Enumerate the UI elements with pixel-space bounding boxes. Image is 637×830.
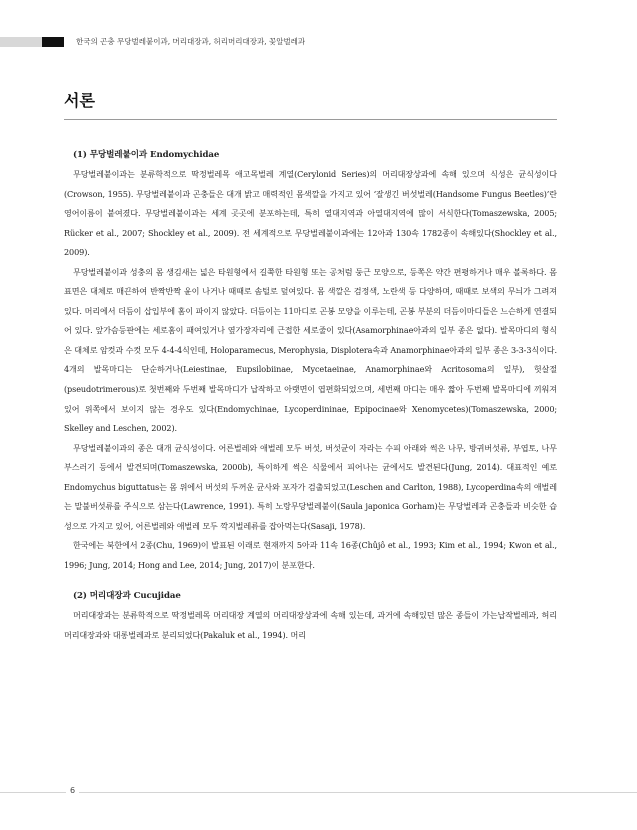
paragraph: 무당벌레붙이과 성충의 몸 생김새는 넓은 타원형에서 길쭉한 타원형 또는 공처럼 둥근 모양으로, 등쪽은 약간 편평하거나 매우 볼록하다. 몸 표면은 대체로 매끈하여 반짝반짝 윤이 나거나 때때로 솜털로 덮여있다. 몸 색깔은 검정색, 노란색 등 다양하며, 때때로 보색의 무늬가 그려져 있다. 머리에서 더듬이 삽입부에 홈이 파이지 않았다. 더듬이는 11마디로 곤봉 모양을 이루는데, 곤봉 부분의 더듬이마디들은 느슨하게 연결되어 있다. 앞가슴등판에는 세로홈이 패여있거나 옆가장자리에 근접한 세로줄이 있다(Asamorphinae아과의 일부 종은 없다). 발목마디의 형식은 대체로 암컷과 수컷 모두 4-4-4식인데, Holoparamecus, Merophysia, Displotera속과 Anamorphinae아과의 일부 종은 3-3-3식이다. 4개의 발목마디는 단순하거나(Leiestinae, Eupsilobiinae, Mycetaeinae, Anamorphinae와 Acritosoma의 일부), 헛살절(pseudotrimerous)로 첫번째와 두번째 발목마디가 납작하고 아랫면이 엽편화되었으며, 세번째 마디는 매우 짧아 두번째 발목마디에 끼워져 있어 위쪽에서 보이지 않는 경우도 있다(Endomychinae, Lycoperdininae, Epipocinae와 Xenomycetes)(Tomaszewska, 2000; Skelley and Leschen, 2002). <box>64 266 557 434</box>
body-text <box>64 146 557 646</box>
subsection-heading-endomychidae: (1) 무당벌레붙이과 Endomychidae <box>73 150 220 160</box>
title-divider <box>64 119 557 120</box>
subsection-heading-cucujidae: (2) 머리대장과 Cucujidae <box>73 591 181 602</box>
footer-divider <box>0 792 637 793</box>
paragraph: 무당벌레붙이과의 종은 대개 균식성이다. 어른벌레와 애벌레 모두 버섯, 버섯균이 자라는 수피 아래와 썩은 나무, 방귀버섯류, 부엽토, 나무부스러기 등에서 발견되며(Tomaszewska, 2000b), 특이하게 썩은 식물에서 피어나는 균에서도 발견된다(Jung, 2014). 대표적인 예로 Endomychus biguttatus는 몸 위에서 버섯의 두꺼운 균사와 포자가 검출되었고(Leschen and Carlton, 1988), Lycoperdina속의 애벌레는 말불버섯류를 주식으로 삼는다(Lawrence, 1991). 특히 노랑무당벌레붙이(Saula japonica Gorham)는 무당벌레과 곤충들과 비슷한 습성으로 가지고 있어, 어른벌레와 애벌레 모두 깍지벌레류를 잡아먹는다(Sasaji, 1978). <box>64 442 557 531</box>
running-header: 한국의 곤충 무당벌레붙이과, 머리대장과, 허리머리대장과, 꽃알벌레과 <box>76 37 306 46</box>
header-gray-bar <box>0 37 42 47</box>
paragraph: 무당벌레붙이과는 분류학적으로 딱정벌레목 애고목벌레 계열(Cerylonid Series)의 머리대장상과에 속해 있으며 식성은 균식성이다(Crowson, 1955). 무당벌레붙이과 곤충들은 대개 밝고 매력적인 몸색깔을 가지고 있어 ‘잘생긴 버섯벌레(Handsome Fungus Beetles)’란 영어이름이 붙여졌다. 무당벌레붙이과는 세계 곳곳에 분포하는데, 특히 열대지역과 아열대지역에 많이 서식한다(Tomaszewska, 2005; Rücker et al., 2007; Shockley et al., 2009). 전 세계적으로 무당벌레붙이과에는 12아과 130속 1782종이 속해있다(Shockley et al., 2009). <box>64 169 557 258</box>
paragraph: 머리대장과는 분류학적으로 딱정벌레목 머리대장 계열의 머리대장상과에 속해 있는데, 과거에 속해있던 많은 종들이 가는납작벌레과, 허리머리대장과와 대롱벌레과로 분리되었다(Pakaluk et al., 1994). 머리 <box>64 610 557 641</box>
header-black-tab <box>42 37 64 47</box>
page-number: 6 <box>66 786 79 795</box>
paragraph: 한국에는 북한에서 2종(Chu, 1969)이 발표된 이래로 현재까지 5아과 11속 16종(Chûjô et al., 1993; Kim et al., 1994; Kwon et al., 1996; Jung, 2014; Hong and Lee, 2014; Jung, 2017)이 분포한다. <box>64 540 557 570</box>
section-title: 서론 <box>64 91 95 110</box>
